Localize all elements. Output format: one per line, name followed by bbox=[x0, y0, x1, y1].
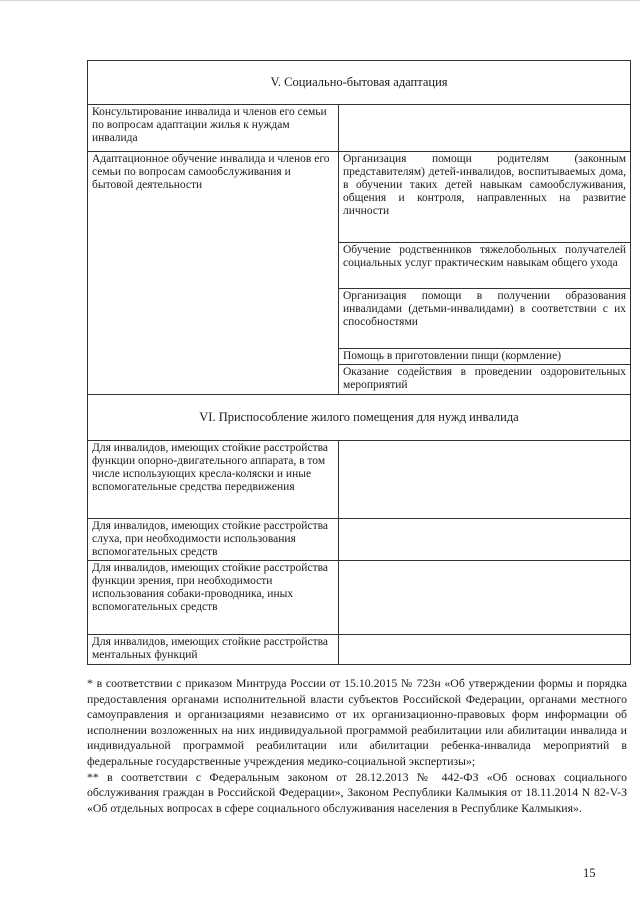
table-cell-right: Организация помощи в получении образования инвалидами (детьми-инвалидами) в соответствии с их способностями bbox=[339, 289, 631, 349]
table-cell-left: Адаптационное обучение инвалида и членов его семьи по вопросам самообслуживания и бытовой деятельности bbox=[88, 152, 339, 395]
table-cell-left: Для инвалидов, имеющих стойкие расстройства функции зрения, при необходимости использования собаки-проводника, иных вспомогательных средств bbox=[88, 561, 339, 635]
table-cell-right-empty bbox=[339, 441, 631, 519]
table-cell-right-empty bbox=[339, 105, 631, 152]
table-cell-right: Организация помощи родителям (законным представителям) детей-инвалидов, воспитываемых дома, в обучении таких детей навыкам самообслуживания, общения и контроля, направленных на развитие личности bbox=[339, 152, 631, 243]
footnotes bbox=[87, 676, 627, 816]
footnote-2: ** в соответствии с Федеральным законом от 28.12.2013 № 442-ФЗ «Об основах социального обслуживания граждан в Российской Федерации», Законом Республики Калмыкия от 18.11.2014 N 82-V-З «Об отдельных вопросах в сфере социального обслуживания населения в Республике Калмыкия». bbox=[87, 769, 627, 815]
section-heading-v: V. Социально-бытовая адаптация bbox=[88, 61, 631, 105]
table-cell-right: Оказание содействия в проведении оздоровительных мероприятий bbox=[339, 365, 631, 395]
table-cell-right-empty bbox=[339, 561, 631, 635]
table-cell-left: Консультирование инвалида и членов его семьи по вопросам адаптации жилья к нуждам инвалида bbox=[88, 105, 339, 152]
table-cell-right: Помощь в приготовлении пищи (кормление) bbox=[339, 349, 631, 365]
table-cell-right: Обучение родственников тяжелобольных получателей социальных услуг практическим навыкам общего ухода bbox=[339, 243, 631, 289]
table-cell-left: Для инвалидов, имеющих стойкие расстройства слуха, при необходимости использования вспомогательных средств bbox=[88, 519, 339, 561]
section-heading-vi: VI. Приспособление жилого помещения для нужд инвалида bbox=[88, 395, 631, 441]
table-cell-right-empty bbox=[339, 635, 631, 665]
services-table bbox=[87, 60, 631, 665]
footnote-1: * в соответствии с приказом Минтруда России от 15.10.2015 № 723н «Об утверждении формы и порядка предоставления органами исполнительной власти субъектов Российской Федерации, органами местного самоуправления и организациями независимо от их организационно-правовых форм информации об исполнении возложенных на них индивидуальной программой реабилитации или абилитации инвалида и индивидуальной программой реабилитации или абилитации ребенка-инвалида мероприятий в федеральные государственные учреждения медико-социальной экспертизы»; bbox=[87, 676, 627, 768]
table-cell-left: Для инвалидов, имеющих стойкие расстройства функции опорно-двигательного аппарата, в том числе использующих кресла-коляски и иные вспомогательные средства передвижения bbox=[88, 441, 339, 519]
table-cell-left: Для инвалидов, имеющих стойкие расстройства ментальных функций bbox=[88, 635, 339, 665]
table-cell-right-empty bbox=[339, 519, 631, 561]
page-number: 15 bbox=[583, 866, 596, 880]
